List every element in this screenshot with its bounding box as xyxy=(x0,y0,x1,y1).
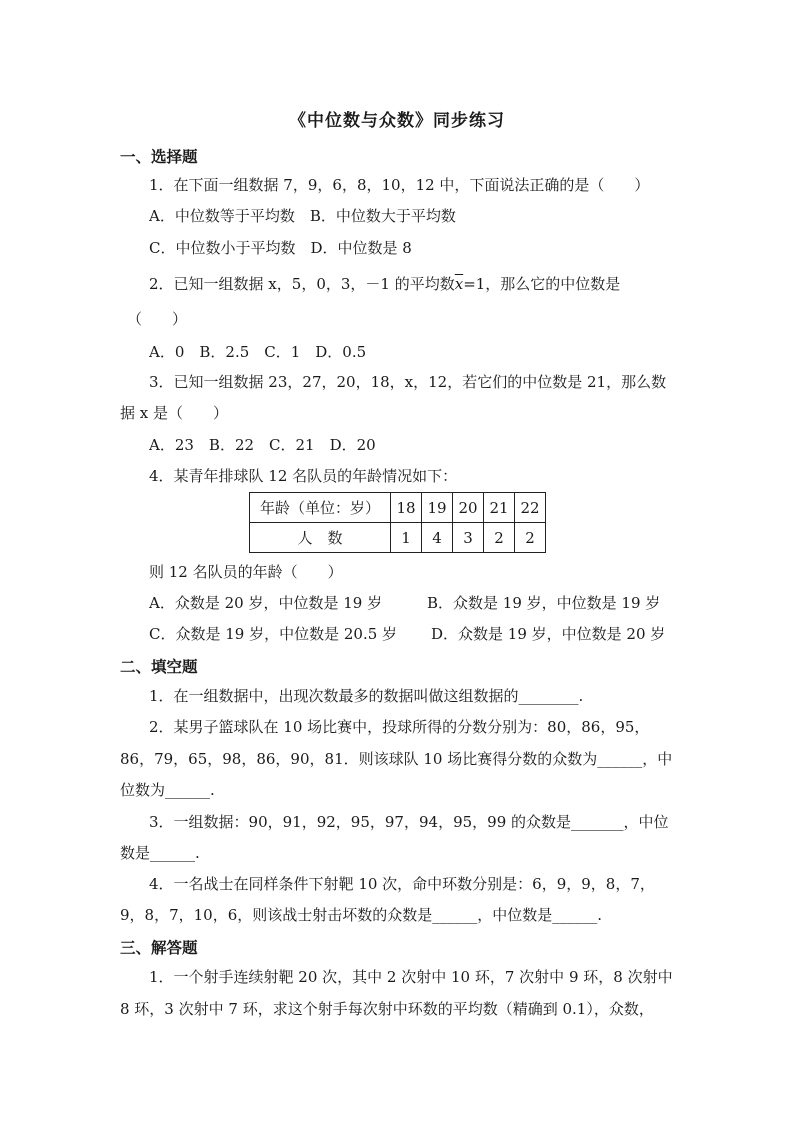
count-header: 人 数 xyxy=(250,523,391,553)
count-cell: 4 xyxy=(422,523,453,553)
age-table-header: 年龄（单位：岁） xyxy=(250,493,391,523)
fill-question-2-line-1: 2．某男子篮球队在 10 场比赛中，投球所得的分数分别为：80，86，95， xyxy=(149,718,650,736)
age-cell: 18 xyxy=(391,493,422,523)
fill-question-3-line-2: 数是______. xyxy=(120,844,200,862)
answer-question-1-line-2: 8 环，3 次射中 7 环，求这个射手每次射中环数的平均数（精确到 0.1），众数， xyxy=(120,1000,654,1018)
count-cell: 3 xyxy=(453,523,484,553)
question-2-blank: （ ） xyxy=(127,310,188,328)
answer-question-1-line-1: 1．一个射手连续射靶 20 次，其中 2 次射中 10 环，7 次射中 9 环，8 次射中 xyxy=(149,968,673,986)
page-title: 《中位数与众数》同步练习 xyxy=(289,111,505,131)
age-cell: 21 xyxy=(484,493,515,523)
count-cell: 2 xyxy=(484,523,515,553)
fill-question-4-line-2: 9，8，7，10，6，则该战士射击坏数的众数是______，中位数是______. xyxy=(120,906,603,924)
question-2-stem xyxy=(149,274,620,294)
fill-question-1: 1．在一组数据中，出现次数最多的数据叫做这组数据的________. xyxy=(149,687,584,705)
fill-question-3-line-1: 3．一组数据：90，91，92，95，97，94，95，99 的众数是_______，中位 xyxy=(149,813,669,831)
age-table-row-ages xyxy=(250,493,546,523)
section-heading-choice: 一、选择题 xyxy=(120,147,198,166)
question-3-stem-line-1: 3．已知一组数据 23，27，20，18，x，12，若它们的中位数是 21，那么数 xyxy=(149,373,667,391)
question-1-stem: 1．在下面一组数据 7，9，6，8，10，12 中，下面说法正确的是（ ） xyxy=(149,176,650,194)
question-4-option-a: A．众数是 20 岁，中位数是 19 岁 xyxy=(149,594,383,612)
question-2-stem-part-b: =1，那么它的中位数是 xyxy=(463,275,621,293)
mean-symbol: $\overline{x}$ xyxy=(454,275,464,293)
count-cell: 1 xyxy=(391,523,422,553)
question-2-options: A．0 B．2.5 C．1 D．0.5 xyxy=(149,343,367,361)
age-table-row-counts xyxy=(250,523,546,553)
age-cell: 22 xyxy=(515,493,546,523)
age-cell: 19 xyxy=(422,493,453,523)
fill-question-2-line-2: 86，79，65，98，86，90，81．则该球队 10 场比赛得分数的众数为______，中 xyxy=(120,750,673,768)
section-heading-answer: 三、解答题 xyxy=(120,938,198,957)
question-1-options-cd: C．中位数小于平均数 D．中位数是 8 xyxy=(149,239,412,257)
age-table xyxy=(249,492,546,553)
question-4-option-b: B．众数是 19 岁，中位数是 19 岁 xyxy=(427,594,661,612)
question-2-stem-part-a: 2．已知一组数据 x，5，0，3，－1 的平均数 xyxy=(149,275,455,293)
fill-question-2-line-3: 位数为______. xyxy=(120,781,215,799)
age-cell: 20 xyxy=(453,493,484,523)
count-cell: 2 xyxy=(515,523,546,553)
question-4-option-c: C．众数是 19 岁，中位数是 20.5 岁 xyxy=(149,625,398,643)
question-4-stem: 4．某青年排球队 12 名队员的年龄情况如下： xyxy=(149,467,458,485)
question-4-option-d: D．众数是 19 岁，中位数是 20 岁 xyxy=(431,625,666,643)
question-4-ask: 则 12 名队员的年龄（ ） xyxy=(149,563,343,581)
fill-question-4-line-1: 4．一名战士在同样条件下射靶 10 次，命中环数分别是：6，9，9，8，7， xyxy=(149,875,655,893)
question-3-stem-line-2: 据 x 是（ ） xyxy=(120,404,228,422)
section-heading-fill: 二、填空题 xyxy=(120,657,198,676)
question-1-options-ab: A．中位数等于平均数 B．中位数大于平均数 xyxy=(149,207,456,225)
question-3-options: A．23 B．22 C．21 D．20 xyxy=(149,436,376,454)
